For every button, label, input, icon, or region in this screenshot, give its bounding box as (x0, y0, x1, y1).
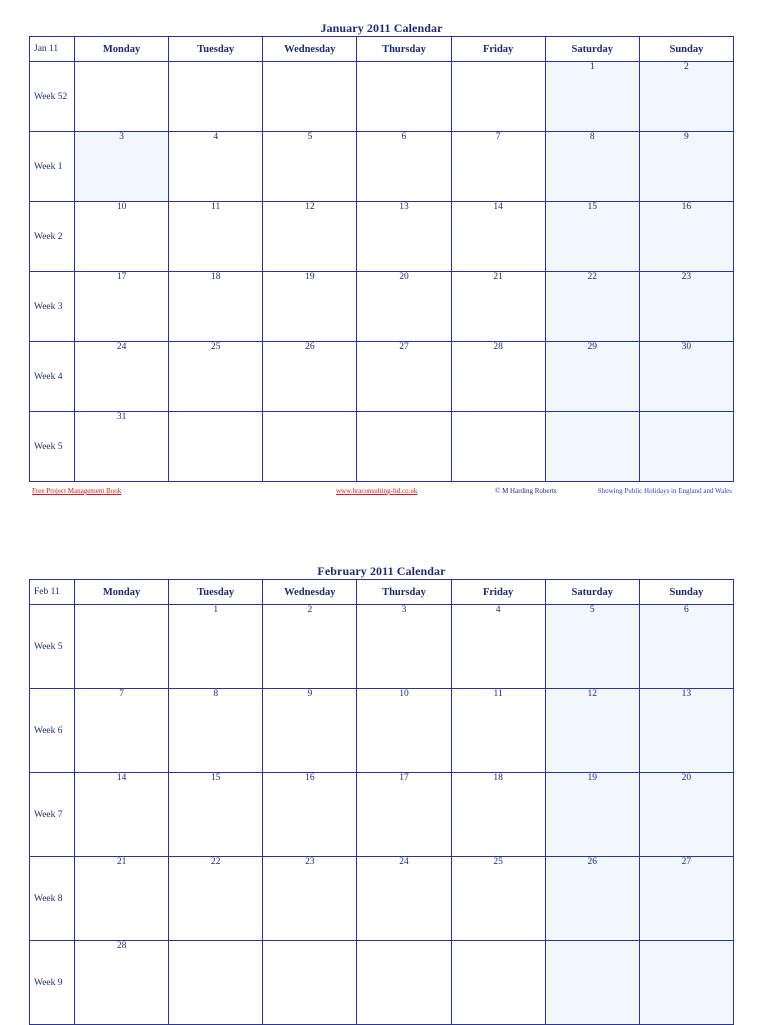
day-number: 18 (210, 272, 221, 282)
day-number: 11 (493, 689, 503, 699)
day-number: 9 (684, 132, 689, 142)
day-cell (545, 132, 639, 202)
day-cell (451, 689, 545, 773)
day-cell (75, 773, 169, 857)
day-cell (639, 342, 733, 412)
day-number: 22 (210, 857, 221, 867)
website-link[interactable]: www.hraconsulting-ltd.co.uk (336, 487, 418, 495)
week-label: Week 6 (30, 689, 75, 773)
day-cell (639, 62, 733, 132)
day-cell (263, 773, 357, 857)
day-cell (357, 202, 451, 272)
day-cell (75, 132, 169, 202)
day-number: 3 (401, 605, 407, 615)
day-number: 16 (681, 202, 692, 212)
day-number: 22 (587, 272, 598, 282)
day-number: 28 (493, 342, 503, 352)
day-cell (263, 689, 357, 773)
day-header-row (30, 580, 734, 605)
day-number: 4 (495, 605, 501, 615)
holiday-note: Showing Public Holidays in England and Wales (597, 487, 732, 495)
day-cell (263, 412, 357, 482)
day-cell (169, 857, 263, 941)
day-number: 5 (307, 132, 313, 142)
day-cell (357, 773, 451, 857)
day-number: 10 (116, 202, 127, 212)
day-cell (169, 605, 263, 689)
day-number: 12 (305, 202, 315, 212)
day-number: 1 (589, 62, 595, 72)
day-cell (451, 857, 545, 941)
day-cell (75, 412, 169, 482)
day-header: Friday (451, 37, 545, 62)
day-number: 8 (589, 132, 595, 142)
day-cell (451, 62, 545, 132)
day-cell (545, 689, 639, 773)
day-number: 23 (305, 857, 315, 867)
day-cell (263, 132, 357, 202)
week-label: Week 2 (30, 202, 75, 272)
day-cell (451, 773, 545, 857)
day-number: 17 (116, 272, 127, 282)
day-header: Monday (75, 580, 169, 605)
week-row (30, 605, 734, 689)
day-cell (357, 62, 451, 132)
day-number: 2 (307, 605, 313, 615)
day-cell (545, 605, 639, 689)
day-cell (357, 941, 451, 1025)
day-cell (451, 342, 545, 412)
day-cell (263, 202, 357, 272)
day-number: 26 (305, 342, 315, 352)
day-number: 17 (399, 773, 409, 783)
day-number: 7 (495, 132, 501, 142)
day-number: 27 (681, 857, 692, 867)
day-cell (357, 412, 451, 482)
day-cell (639, 605, 733, 689)
day-header: Thursday (357, 37, 451, 62)
day-cell (451, 605, 545, 689)
day-cell (75, 62, 169, 132)
day-number: 29 (587, 342, 598, 352)
day-cell (545, 62, 639, 132)
book-link[interactable]: Free Project Management Book (32, 487, 122, 495)
day-number: 21 (116, 857, 127, 867)
day-cell (639, 857, 733, 941)
day-cell (75, 342, 169, 412)
day-number: 15 (587, 202, 598, 212)
day-number: 24 (116, 342, 127, 352)
week-label: Week 1 (30, 132, 75, 202)
day-cell (75, 605, 169, 689)
day-cell (451, 412, 545, 482)
day-number: 25 (493, 857, 503, 867)
day-cell (545, 857, 639, 941)
day-cell (639, 689, 733, 773)
week-row (30, 412, 734, 482)
week-label: Week 7 (30, 773, 75, 857)
day-number: 16 (305, 773, 315, 783)
calendar-title: January 2011 Calendar (320, 21, 443, 35)
day-cell (639, 272, 733, 342)
week-row (30, 272, 734, 342)
day-cell (75, 857, 169, 941)
day-cell (169, 132, 263, 202)
day-number: 15 (210, 773, 221, 783)
day-header: Saturday (545, 580, 639, 605)
day-cell (169, 412, 263, 482)
day-cell (263, 62, 357, 132)
day-number: 11 (211, 202, 221, 212)
month-calendar-grid (29, 36, 734, 482)
day-number: 5 (589, 605, 595, 615)
day-header: Wednesday (263, 580, 357, 605)
day-cell (545, 773, 639, 857)
day-cell (639, 132, 733, 202)
day-cell (263, 272, 357, 342)
week-row (30, 857, 734, 941)
week-label: Week 9 (30, 941, 75, 1025)
day-cell (75, 689, 169, 773)
day-number: 7 (119, 689, 124, 699)
day-cell (357, 272, 451, 342)
month-label: Jan 11 (30, 37, 75, 62)
day-cell (545, 412, 639, 482)
week-label: Week 5 (30, 412, 75, 482)
day-cell (545, 272, 639, 342)
week-row (30, 689, 734, 773)
day-header: Monday (75, 37, 169, 62)
day-number: 13 (399, 202, 409, 212)
day-cell (639, 202, 733, 272)
week-label: Week 4 (30, 342, 75, 412)
day-number: 21 (493, 272, 503, 282)
day-number: 19 (305, 272, 315, 282)
day-number: 28 (116, 941, 127, 951)
day-number: 14 (493, 202, 503, 212)
day-cell (357, 857, 451, 941)
copyright-credit: © M Harding Roberts (495, 487, 557, 495)
day-cell (75, 941, 169, 1025)
day-cell (75, 202, 169, 272)
day-number: 24 (399, 857, 409, 867)
day-number: 12 (587, 689, 598, 699)
day-number: 9 (307, 689, 313, 699)
day-number: 19 (587, 773, 598, 783)
day-header: Tuesday (169, 580, 263, 605)
week-row (30, 62, 734, 132)
day-cell (263, 605, 357, 689)
day-cell (263, 342, 357, 412)
day-number: 20 (681, 773, 692, 783)
day-number: 20 (399, 272, 409, 282)
day-cell (169, 941, 263, 1025)
day-cell (545, 342, 639, 412)
day-number: 13 (681, 689, 692, 699)
week-row (30, 941, 734, 1025)
day-cell (451, 272, 545, 342)
day-number: 27 (399, 342, 409, 352)
day-cell (357, 689, 451, 773)
day-number: 1 (213, 605, 219, 615)
day-number: 8 (213, 689, 219, 699)
week-label: Week 3 (30, 272, 75, 342)
calendar-title: February 2011 Calendar (317, 564, 446, 578)
week-row (30, 342, 734, 412)
day-cell (451, 941, 545, 1025)
day-number: 31 (116, 412, 127, 422)
day-header: Friday (451, 580, 545, 605)
day-header-row (30, 37, 734, 62)
day-cell (169, 62, 263, 132)
day-cell (169, 202, 263, 272)
day-number: 4 (213, 132, 219, 142)
day-number: 30 (681, 342, 692, 352)
day-cell (169, 689, 263, 773)
day-cell (451, 202, 545, 272)
calendar-footer (29, 487, 734, 497)
week-label: Week 5 (30, 605, 75, 689)
month-calendar-grid (29, 579, 734, 1025)
day-cell (545, 202, 639, 272)
week-label: Week 8 (30, 857, 75, 941)
day-cell (357, 132, 451, 202)
day-number: 6 (684, 605, 689, 615)
week-row (30, 773, 734, 857)
week-row (30, 132, 734, 202)
day-cell (357, 342, 451, 412)
day-header: Wednesday (263, 37, 357, 62)
day-number: 23 (681, 272, 692, 282)
day-cell (75, 272, 169, 342)
day-number: 10 (399, 689, 409, 699)
day-header: Thursday (357, 580, 451, 605)
day-number: 25 (210, 342, 221, 352)
day-header: Sunday (639, 37, 733, 62)
day-number: 14 (116, 773, 127, 783)
day-cell (639, 412, 733, 482)
day-cell (357, 605, 451, 689)
day-cell (169, 342, 263, 412)
day-number: 3 (119, 132, 124, 142)
day-number: 26 (587, 857, 598, 867)
day-cell (451, 132, 545, 202)
day-cell (263, 857, 357, 941)
day-cell (169, 773, 263, 857)
day-header: Sunday (639, 580, 733, 605)
day-cell (639, 773, 733, 857)
day-cell (545, 941, 639, 1025)
day-header: Saturday (545, 37, 639, 62)
week-label: Week 52 (30, 62, 75, 132)
day-cell (169, 272, 263, 342)
month-label: Feb 11 (30, 580, 75, 605)
day-header: Tuesday (169, 37, 263, 62)
day-number: 2 (684, 62, 689, 72)
day-cell (263, 941, 357, 1025)
day-cell (639, 941, 733, 1025)
week-row (30, 202, 734, 272)
day-number: 6 (401, 132, 407, 142)
day-number: 18 (493, 773, 503, 783)
